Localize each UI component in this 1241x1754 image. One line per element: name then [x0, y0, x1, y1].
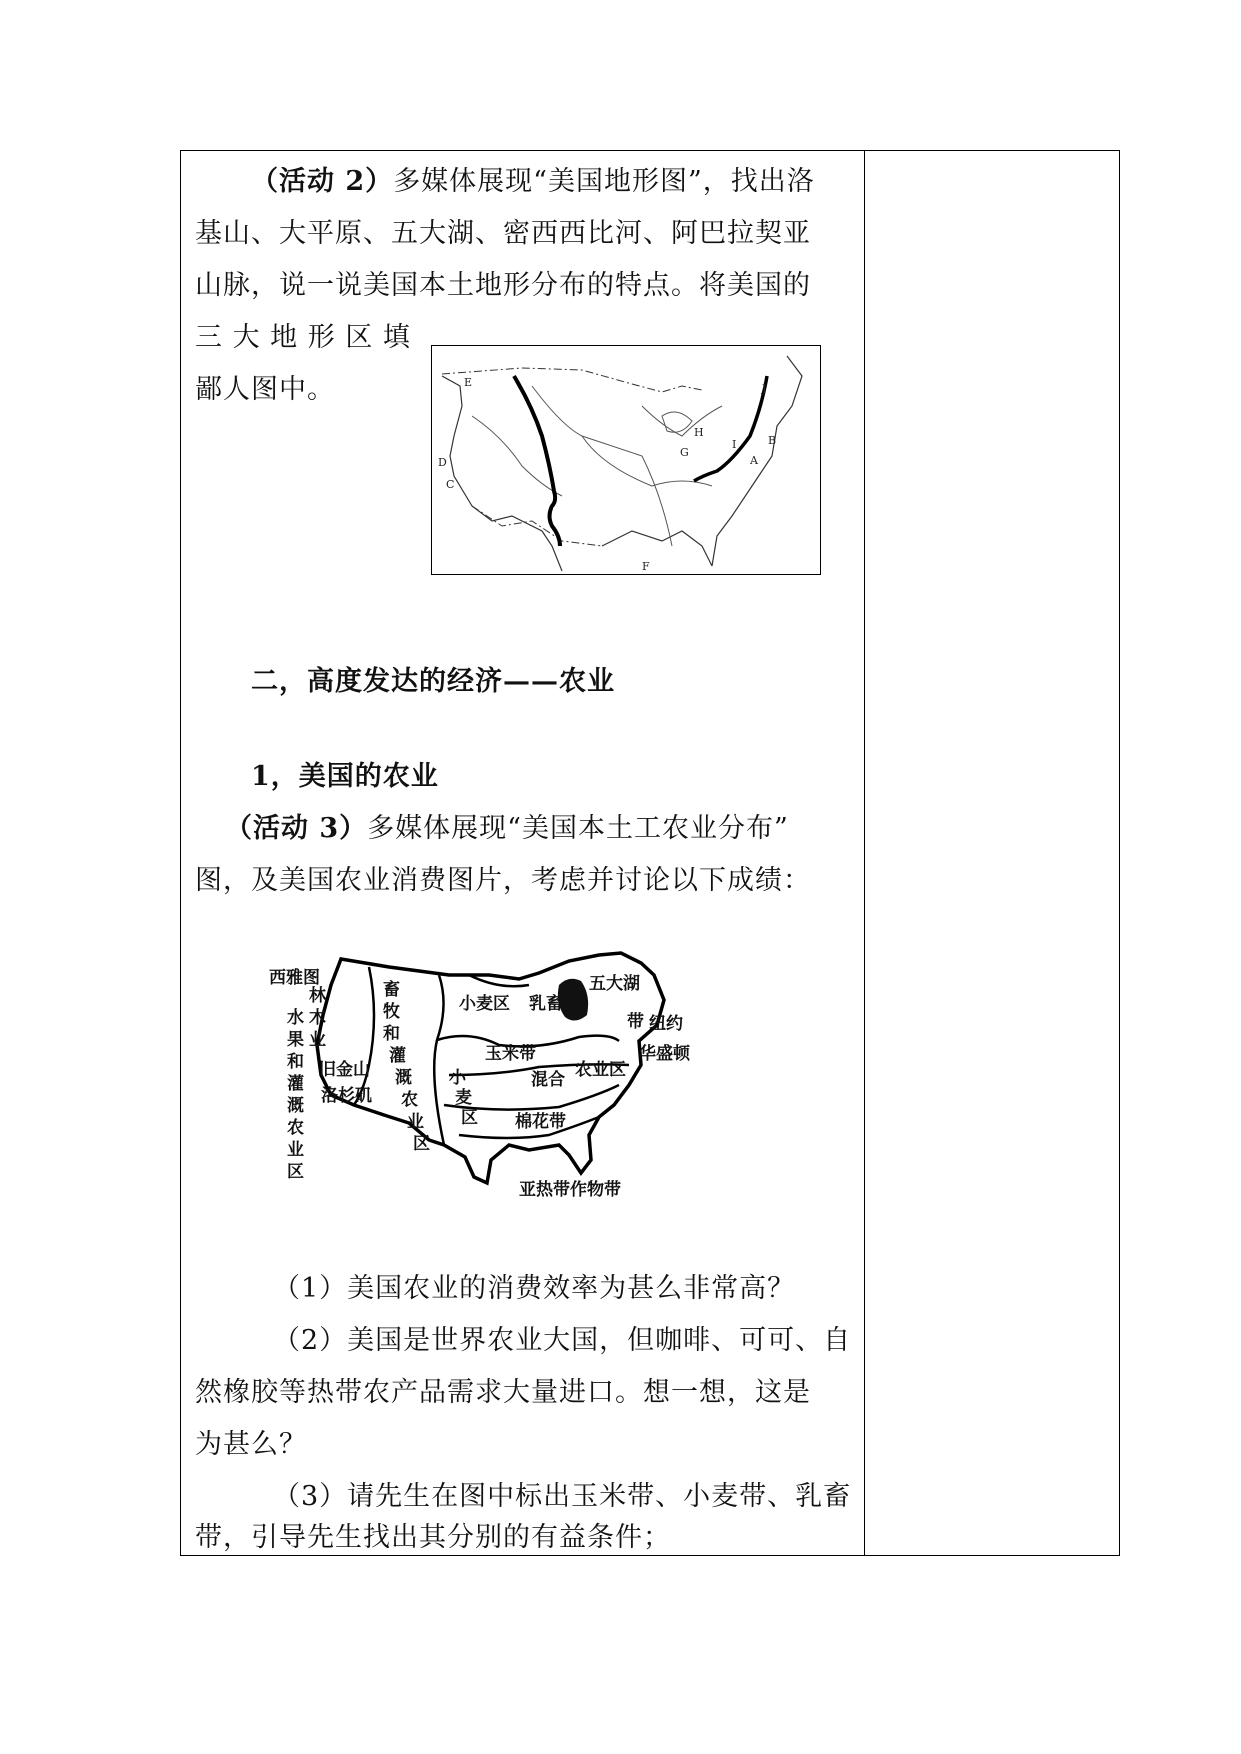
great-lakes-outline: [642, 406, 722, 436]
lesson-table: [180, 150, 1120, 1556]
question-2-line3: 为甚么？: [195, 1429, 307, 1460]
activity2-line3: 山脉，说一说美国本土地形分布的特点。将美国的: [195, 270, 811, 301]
letter-h: H: [694, 426, 704, 439]
letter-f: F: [642, 560, 650, 573]
mexico-border: [472, 506, 602, 546]
svg-text:溉: 溉: [287, 1096, 304, 1116]
label-forest: [309, 985, 327, 1050]
letter-c: C: [446, 478, 455, 491]
label-washington: 华盛顿: [639, 1044, 690, 1064]
us-agriculture-map: [269, 945, 739, 1205]
letter-j: J: [762, 382, 767, 395]
label-wheat-south: [449, 1067, 478, 1128]
svg-text:区: 区: [461, 1108, 478, 1128]
agri-map-drawing: [269, 945, 739, 1205]
label-subtropical: 亚热带作物带: [519, 1180, 621, 1200]
svg-text:木: 木: [309, 1008, 326, 1028]
letter-a: A: [750, 454, 758, 467]
svg-text:灌: 灌: [287, 1074, 304, 1094]
question-1: （1）美国农业的消费效率为甚么非常高？: [273, 1273, 796, 1304]
letter-d: D: [438, 456, 447, 469]
question-3-line1: （3）请先生在图中标出玉米带、小麦带、乳畜: [273, 1481, 852, 1512]
svg-text:灌: 灌: [389, 1046, 406, 1066]
letter-i: I: [732, 438, 737, 451]
activity2-line5: 鄙人图中。: [195, 374, 335, 405]
label-livestock: [383, 979, 430, 1154]
west-zone-boundary: [354, 967, 374, 1105]
lake-shape: [662, 412, 692, 432]
question-2-line2: 然橡胶等热带农产品需求大量进口。想一想，这是: [195, 1377, 811, 1408]
activity3-line2: 图，及美国农业消费图片，考虑并讨论以下成绩：: [195, 865, 811, 896]
river-1: [532, 386, 672, 546]
label-san-francisco: 旧金山: [319, 1060, 370, 1080]
river-2: [582, 436, 712, 486]
letter-b: B: [768, 434, 777, 447]
svg-text:果: 果: [287, 1030, 304, 1050]
svg-text:麦: 麦: [455, 1088, 472, 1108]
label-great-lakes: 五大湖: [589, 974, 640, 994]
question-2-line1: （2）美国是世界农业大国，但咖啡、可可、自: [273, 1325, 852, 1356]
plains-boundary: [434, 975, 444, 1145]
label-new-york: 纽约: [649, 1014, 683, 1034]
svg-text:林: 林: [309, 986, 326, 1006]
letter-g: G: [680, 446, 689, 459]
activity2-line1: （活动 2）多媒体展现“美国地形图”，找出洛: [251, 166, 815, 197]
label-dairy: 乳畜: [529, 994, 563, 1014]
svg-text:小: 小: [449, 1068, 466, 1088]
svg-text:农: 农: [287, 1118, 304, 1138]
svg-text:牧: 牧: [383, 1002, 400, 1022]
section2-subheading: 1，美国的农业: [251, 761, 439, 792]
label-wheat-north: 小麦区: [459, 994, 510, 1014]
activity2-line2: 基山、大平原、五大湖、密西西比河、阿巴拉契亚: [195, 218, 811, 249]
activity3-line1: （活动 3）多媒体展现“美国本土工农业分布”: [225, 813, 789, 844]
section2-heading: 二，高度发达的经济——农业: [251, 666, 615, 697]
label-seattle: 西雅图: [269, 968, 320, 988]
west-coast: [442, 376, 562, 571]
label-corn-belt: 玉米带: [485, 1044, 536, 1064]
svg-text:和: 和: [383, 1024, 400, 1044]
canada-border: [442, 368, 702, 392]
svg-text:业: 业: [407, 1112, 424, 1132]
gulf-coast: [602, 531, 712, 566]
question-3-line2: 带，引导先生找出其分别的有益条件；: [195, 1522, 671, 1553]
label-los-angeles: 洛杉矶: [321, 1086, 372, 1106]
label-cotton-belt: 棉花带: [515, 1112, 566, 1132]
svg-text:区: 区: [287, 1162, 304, 1182]
svg-text:区: 区: [413, 1134, 430, 1154]
label-fruit-zone: [287, 1007, 304, 1182]
label-belt: 带: [627, 1012, 644, 1032]
letter-e: E: [464, 376, 473, 389]
svg-text:和: 和: [287, 1052, 304, 1072]
svg-text:业: 业: [309, 1030, 326, 1050]
label-mixed: 混合: [531, 1070, 565, 1090]
label-mixed-zone: 农业区: [575, 1060, 626, 1080]
us-terrain-map: [431, 345, 821, 575]
svg-text:业: 业: [287, 1140, 304, 1160]
svg-text:农: 农: [401, 1090, 418, 1110]
svg-text:溉: 溉: [395, 1068, 412, 1088]
activity2-line4: 三 大 地 形 区 填: [195, 322, 411, 353]
terrain-map-drawing: [432, 346, 820, 574]
svg-text:畜: 畜: [383, 980, 400, 1000]
svg-text:水: 水: [287, 1008, 304, 1028]
